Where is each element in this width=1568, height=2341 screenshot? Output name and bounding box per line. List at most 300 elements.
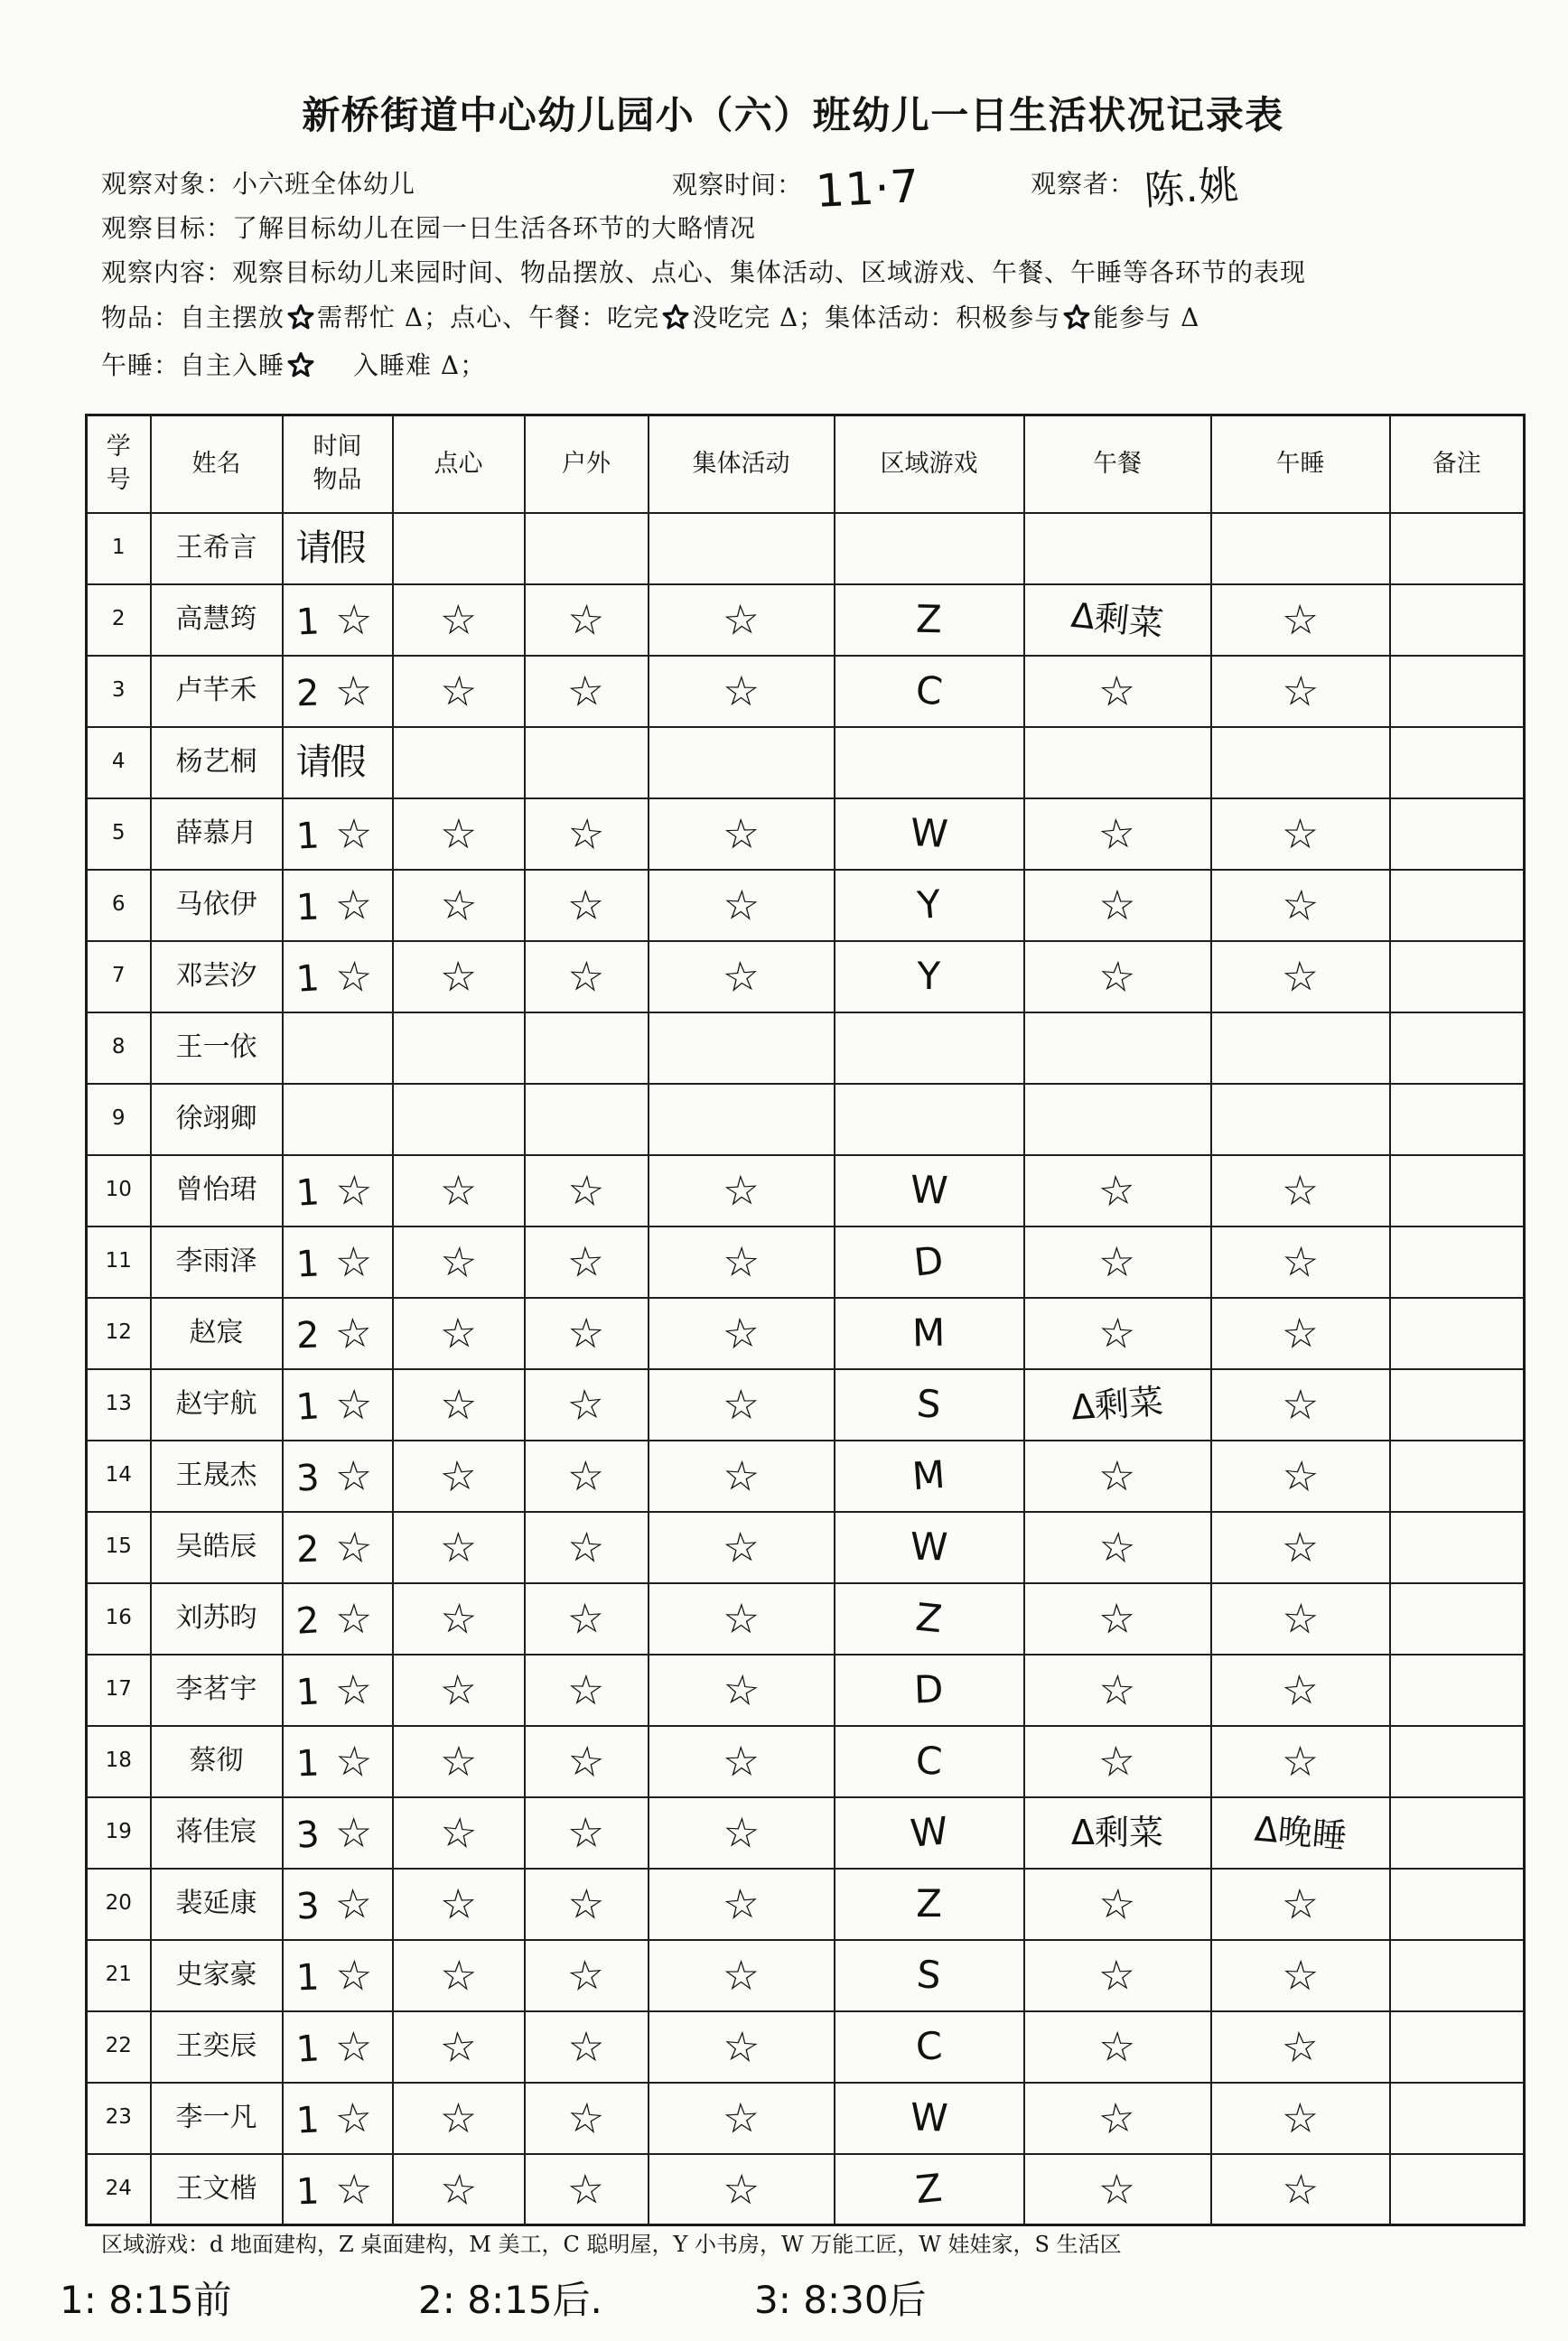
arrival-items-cell: [283, 1298, 393, 1369]
nap-mark: ☆: [1281, 1379, 1320, 1430]
nap-mark: ☆: [1281, 1737, 1320, 1786]
table-row: [87, 2011, 1525, 2083]
table-row: [87, 584, 1525, 656]
area-game-cell: [835, 1298, 1024, 1369]
area-mark: C: [914, 2023, 944, 2069]
lunch-cell: [1024, 1012, 1211, 1084]
remark-cell: [1390, 1441, 1525, 1512]
lunch-mark: ☆: [1097, 807, 1138, 860]
area-game-cell: [835, 2083, 1024, 2154]
student-number-cell: 8: [87, 1012, 151, 1084]
area-game-legend: 区域游戏：d 地面建构，Z 桌面建构，M 美工，C 聪明屋，Y 小书房，W 万能工匠，W 娃娃家，S 生活区: [101, 2232, 1122, 2257]
arrival-time-code: 1: [294, 1243, 321, 1286]
group-activity-cell: [649, 1441, 835, 1512]
outdoor-cell: [525, 1512, 649, 1583]
area-game-cell: [835, 1441, 1024, 1512]
snack-cell: [393, 1298, 525, 1369]
nap-mark: ☆: [1280, 1236, 1321, 1288]
group-mark: ☆: [720, 950, 762, 1003]
outdoor-cell: [525, 1583, 649, 1655]
snack-mark: ☆: [439, 1166, 478, 1215]
arrival-items-cell: [283, 727, 393, 798]
nap-cell: [1211, 1226, 1390, 1298]
snack-cell: [393, 2011, 525, 2083]
group-mark: ☆: [720, 1663, 762, 1717]
lunch-cell: [1024, 584, 1211, 656]
student-name-cell: 李雨泽: [151, 1226, 283, 1298]
group-activity-cell: [649, 2083, 835, 2154]
header-group-activity: [649, 415, 835, 513]
lunch-mark: ☆: [1097, 1236, 1137, 1287]
area-mark: D: [911, 1237, 947, 1285]
group-activity-cell: [649, 584, 835, 656]
snack-mark: ☆: [437, 878, 480, 932]
student-name-cell: 赵宇航: [151, 1369, 283, 1441]
area-game-cell: [835, 2154, 1024, 2225]
group-mark: ☆: [721, 1806, 761, 1859]
nap-mark: ☆: [1280, 1592, 1321, 1645]
lunch-mark: ☆: [1097, 1593, 1137, 1644]
remark-cell: [1390, 1655, 1525, 1726]
nap-mark: ☆: [1281, 1165, 1320, 1216]
arrival-time-code: 1: [294, 2099, 321, 2142]
group-activity-cell: [649, 1512, 835, 1583]
group-activity-cell: [649, 2154, 835, 2225]
legend-text: 午睡：自主入睡: [101, 350, 285, 380]
student-name-cell: 王一依: [151, 1012, 283, 1084]
legend-text: 入睡难 Δ；: [353, 350, 487, 380]
area-game-cell: [835, 1012, 1024, 1084]
student-number-cell: 6: [87, 870, 151, 941]
outdoor-mark: ☆: [565, 2163, 607, 2215]
lunch-mark: Δ剩菜: [1071, 1813, 1163, 1852]
arrival-items-cell: [283, 2011, 393, 2083]
group-activity-cell: [649, 1797, 835, 1869]
area-mark: W: [909, 1167, 949, 1213]
table-row: [87, 2083, 1525, 2154]
header-snack: [393, 415, 525, 513]
snack-cell: [393, 798, 525, 870]
snack-cell: [393, 513, 525, 584]
table-row: [87, 1583, 1525, 1655]
nap-mark: ☆: [1279, 1664, 1321, 1716]
student-number-cell: 13: [87, 1369, 151, 1441]
arrival-items-cell: [283, 1226, 393, 1298]
arrival-time-code: 1: [294, 1956, 320, 2000]
outdoor-mark: ☆: [565, 1164, 607, 1217]
snack-cell: [393, 1441, 525, 1512]
observation-subject: 观察对象：小六班全体幼儿: [101, 169, 416, 199]
snack-cell: [393, 1655, 525, 1726]
lunch-cell: [1024, 513, 1211, 584]
group-activity-cell: [649, 1084, 835, 1155]
nap-mark: ☆: [1280, 2163, 1321, 2215]
group-activity-cell: [649, 1655, 835, 1726]
lunch-cell: [1024, 1512, 1211, 1583]
lunch-cell: [1024, 727, 1211, 798]
table-row: [87, 941, 1525, 1012]
snack-cell: [393, 1869, 525, 1940]
outdoor-mark: ☆: [566, 1308, 606, 1358]
area-game-cell: [835, 2011, 1024, 2083]
outdoor-mark: ☆: [565, 593, 607, 646]
snack-cell: [393, 584, 525, 656]
snack-mark: ☆: [438, 1592, 479, 1645]
student-name-cell: 蔡彻: [151, 1726, 283, 1797]
group-activity-cell: [649, 1726, 835, 1797]
group-mark: ☆: [721, 1521, 761, 1573]
arrival-items-cell: [283, 2083, 393, 2154]
student-number-cell: 24: [87, 2154, 151, 2225]
area-mark: Z: [913, 2165, 945, 2213]
lunch-cell: [1024, 1369, 1211, 1441]
items-mark: ☆: [333, 950, 375, 1003]
remark-cell: [1390, 1298, 1525, 1369]
group-activity-cell: [649, 1012, 835, 1084]
student-number-cell: 19: [87, 1797, 151, 1869]
outdoor-mark: ☆: [567, 2022, 605, 2071]
remark-cell: [1390, 1369, 1525, 1441]
table-row: [87, 870, 1525, 941]
area-mark: M: [910, 1451, 947, 1499]
outdoor-cell: [525, 2154, 649, 2225]
outdoor-cell: [525, 727, 649, 798]
lunch-mark: Δ剩菜: [1069, 1381, 1165, 1428]
area-game-cell: [835, 1226, 1024, 1298]
student-number-cell: 23: [87, 2083, 151, 2154]
lunch-mark: ☆: [1097, 666, 1137, 716]
nap-cell: [1211, 1441, 1390, 1512]
table-row: [87, 1084, 1525, 1155]
header-label: 午睡: [1275, 449, 1325, 478]
student-name-cell: 蒋佳宸: [151, 1797, 283, 1869]
nap-mark: ☆: [1281, 809, 1320, 858]
lunch-mark: ☆: [1097, 1307, 1138, 1359]
snack-mark: ☆: [439, 2094, 478, 2142]
arrival-time-code: 1: [294, 1671, 321, 1714]
group-mark: ☆: [721, 2164, 761, 2215]
lunch-cell: [1024, 1298, 1211, 1369]
nap-cell: [1211, 656, 1390, 727]
observation-time: [672, 160, 921, 218]
outdoor-mark: ☆: [565, 1521, 607, 1573]
group-mark: ☆: [721, 2092, 761, 2144]
header-remark: [1390, 415, 1525, 513]
nap-cell: [1211, 1369, 1390, 1441]
lunch-mark: ☆: [1097, 2021, 1137, 2072]
area-game-cell: [835, 798, 1024, 870]
lunch-mark: ☆: [1097, 2164, 1137, 2215]
table-body: [87, 513, 1525, 2225]
area-mark: D: [913, 1666, 945, 1712]
student-name-cell: 卢芊禾: [151, 656, 283, 727]
arrival-time-code: 1: [294, 601, 321, 644]
outdoor-mark: ☆: [565, 950, 607, 1003]
area-mark: W: [910, 1524, 948, 1570]
group-mark: ☆: [722, 1379, 761, 1430]
lunch-cell: [1024, 1441, 1211, 1512]
outdoor-cell: [525, 2011, 649, 2083]
snack-cell: [393, 1084, 525, 1155]
outdoor-mark: ☆: [566, 1450, 606, 1501]
lunch-cell: [1024, 1869, 1211, 1940]
student-number-cell: 3: [87, 656, 151, 727]
star-icon: [662, 303, 689, 331]
table-row: [87, 513, 1525, 584]
student-name-cell: 吴皓辰: [151, 1512, 283, 1583]
lunch-cell: [1024, 1084, 1211, 1155]
nap-mark: ☆: [1280, 665, 1321, 717]
table-row: [87, 1940, 1525, 2011]
nap-cell: [1211, 1797, 1390, 1869]
student-number-cell: 20: [87, 1869, 151, 1940]
outdoor-cell: [525, 1797, 649, 1869]
area-game-cell: [835, 1155, 1024, 1226]
table-row: [87, 1512, 1525, 1583]
outdoor-cell: [525, 798, 649, 870]
remark-cell: [1390, 1012, 1525, 1084]
lunch-mark: ☆: [1096, 1520, 1139, 1574]
group-mark: ☆: [721, 1450, 761, 1502]
nap-cell: [1211, 1512, 1390, 1583]
student-name-cell: 刘苏昀: [151, 1583, 283, 1655]
snack-cell: [393, 941, 525, 1012]
lunch-cell: [1024, 1583, 1211, 1655]
nap-cell: [1211, 2083, 1390, 2154]
remark-cell: [1390, 1512, 1525, 1583]
area-mark: S: [915, 1951, 943, 1999]
student-name-cell: 王希言: [151, 513, 283, 584]
snack-mark: ☆: [438, 665, 479, 717]
snack-cell: [393, 1940, 525, 2011]
arrival-time-code: 3: [294, 1885, 321, 1928]
group-mark: ☆: [720, 2020, 762, 2073]
snack-cell: [393, 1583, 525, 1655]
snack-mark: ☆: [439, 808, 478, 859]
snack-mark: ☆: [439, 1522, 478, 1572]
lunch-mark: ☆: [1096, 1163, 1139, 1217]
student-name-cell: 王奕辰: [151, 2011, 283, 2083]
outdoor-cell: [525, 1655, 649, 1726]
group-mark: ☆: [720, 1306, 762, 1360]
legend-line-nap: [101, 348, 486, 384]
snack-mark: ☆: [437, 1236, 480, 1288]
group-activity-cell: [649, 513, 835, 584]
group-mark: ☆: [721, 1164, 761, 1217]
lunch-cell: [1024, 870, 1211, 941]
lunch-mark: ☆: [1097, 1450, 1137, 1501]
nap-mark: Δ晚睡: [1252, 1808, 1349, 1857]
outdoor-mark: ☆: [565, 807, 608, 861]
student-name-cell: 杨艺桐: [151, 727, 283, 798]
group-mark: ☆: [721, 879, 761, 931]
arrival-items-cell: [283, 1369, 393, 1441]
lunch-cell: [1024, 1226, 1211, 1298]
header-nap: [1211, 415, 1390, 513]
group-activity-cell: [649, 1940, 835, 2011]
student-name-cell: 曾怡珺: [151, 1155, 283, 1226]
arrival-time-code: 2: [294, 1314, 320, 1357]
lunch-cell: [1024, 1797, 1211, 1869]
snack-mark: ☆: [438, 1379, 479, 1430]
area-game-cell: [835, 1655, 1024, 1726]
lunch-mark: ☆: [1097, 1735, 1138, 1787]
student-number-cell: 2: [87, 584, 151, 656]
lunch-cell: [1024, 798, 1211, 870]
outdoor-cell: [525, 1298, 649, 1369]
table-row: [87, 2154, 1525, 2225]
nap-cell: [1211, 1726, 1390, 1797]
items-mark: ☆: [333, 1664, 374, 1716]
arrival-time-code: 2: [294, 1528, 320, 1572]
nap-cell: [1211, 798, 1390, 870]
area-game-cell: [835, 941, 1024, 1012]
outdoor-mark: ☆: [565, 665, 607, 717]
student-number-cell: 15: [87, 1512, 151, 1583]
nap-mark: ☆: [1280, 1307, 1321, 1359]
outdoor-cell: [525, 1084, 649, 1155]
remark-cell: [1390, 2083, 1525, 2154]
arrival-items-cell: [283, 513, 393, 584]
outdoor-mark: ☆: [565, 1878, 607, 1930]
outdoor-cell: [525, 656, 649, 727]
nap-mark: ☆: [1280, 1878, 1321, 1930]
student-number-cell: 22: [87, 2011, 151, 2083]
nap-cell: [1211, 1940, 1390, 2011]
header-outdoor: [525, 415, 649, 513]
lunch-cell: [1024, 941, 1211, 1012]
arrival-items-cell: [283, 1797, 393, 1869]
items-mark: ☆: [332, 1521, 375, 1573]
nap-mark: ☆: [1280, 1522, 1321, 1572]
arrival-items-cell: [283, 1084, 393, 1155]
items-mark: ☆: [334, 1593, 373, 1644]
snack-cell: [393, 1155, 525, 1226]
area-game-cell: [835, 1084, 1024, 1155]
student-name-cell: 赵宸: [151, 1298, 283, 1369]
arrival-items-cell: [283, 1155, 393, 1226]
group-mark: ☆: [721, 1236, 761, 1287]
remark-cell: [1390, 1155, 1525, 1226]
group-mark: ☆: [721, 593, 761, 646]
snack-mark: ☆: [439, 594, 478, 645]
outdoor-mark: ☆: [565, 1949, 607, 2001]
header-label: 时间物品: [313, 433, 362, 494]
header-label: 集体活动: [692, 449, 790, 478]
nap-cell: [1211, 2011, 1390, 2083]
arrival-time-code: 3: [294, 1814, 321, 1857]
legend-text: 物品：自主摆放: [101, 303, 285, 332]
outdoor-cell: [525, 2083, 649, 2154]
area-mark: Z: [913, 1594, 945, 1642]
area-mark: C: [914, 1738, 944, 1784]
outdoor-cell: [525, 1012, 649, 1084]
table-row: [87, 1441, 1525, 1512]
student-name-cell: 高慧筠: [151, 584, 283, 656]
arrival-items-cell: [283, 1012, 393, 1084]
nap-mark: ☆: [1279, 2019, 1321, 2074]
remark-cell: [1390, 870, 1525, 941]
table-row: [87, 1012, 1525, 1084]
student-number-cell: 9: [87, 1084, 151, 1155]
snack-cell: [393, 1012, 525, 1084]
snack-mark: ☆: [439, 1736, 478, 1786]
snack-cell: [393, 870, 525, 941]
snack-cell: [393, 1369, 525, 1441]
area-mark: Z: [915, 596, 943, 642]
items-mark: ☆: [334, 2164, 374, 2215]
group-activity-cell: [649, 656, 835, 727]
observer-value: 陈.姚: [1143, 162, 1241, 215]
outdoor-mark: ☆: [565, 1377, 608, 1432]
group-mark: ☆: [722, 666, 761, 716]
group-activity-cell: [649, 941, 835, 1012]
snack-cell: [393, 2083, 525, 2154]
arrival-items-cell: [283, 870, 393, 941]
group-mark: ☆: [722, 1951, 761, 2000]
nap-cell: [1211, 1155, 1390, 1226]
lunch-cell: [1024, 1940, 1211, 2011]
remark-cell: [1390, 1583, 1525, 1655]
outdoor-mark: ☆: [566, 1807, 606, 1858]
group-activity-cell: [649, 1155, 835, 1226]
area-mark: S: [915, 1381, 943, 1427]
arrival-time-code: 1: [294, 1171, 321, 1215]
outdoor-mark: ☆: [566, 880, 606, 930]
legend-text: 需帮忙 Δ；点心、午餐：吃完: [317, 303, 660, 332]
student-number-cell: 14: [87, 1441, 151, 1512]
nap-cell: [1211, 584, 1390, 656]
lunch-cell: [1024, 1726, 1211, 1797]
items-mark: ☆: [334, 666, 374, 716]
nap-cell: [1211, 513, 1390, 584]
arrival-time-code: 2: [294, 672, 320, 715]
lunch-cell: [1024, 656, 1211, 727]
student-name-cell: 史家豪: [151, 1940, 283, 2011]
student-name-cell: 李茗宇: [151, 1655, 283, 1726]
items-mark: ☆: [334, 594, 374, 645]
snack-mark: ☆: [438, 951, 479, 1002]
nap-cell: [1211, 1084, 1390, 1155]
outdoor-cell: [525, 1155, 649, 1226]
arrival-items-cell: [283, 1869, 393, 1940]
snack-cell: [393, 656, 525, 727]
table-row: [87, 1655, 1525, 1726]
observation-time-value: 11·7: [814, 160, 921, 218]
student-name-cell: 邓芸汐: [151, 941, 283, 1012]
items-mark: ☆: [333, 1735, 375, 1787]
outdoor-cell: [525, 1369, 649, 1441]
nap-mark: ☆: [1280, 950, 1321, 1003]
items-mark: ☆: [333, 1164, 374, 1217]
items-mark: ☆: [333, 1949, 374, 2001]
arrival-time-code: 1: [294, 1385, 321, 1429]
arrival-items-cell: [283, 1655, 393, 1726]
table-row: [87, 1869, 1525, 1940]
student-number-cell: 10: [87, 1155, 151, 1226]
snack-mark: ☆: [437, 1449, 480, 1503]
outdoor-cell: [525, 1869, 649, 1940]
group-activity-cell: [649, 1298, 835, 1369]
items-mark: ☆: [333, 1878, 375, 1930]
table-row: [87, 1369, 1525, 1441]
group-activity-cell: [649, 1369, 835, 1441]
area-game-cell: [835, 1583, 1024, 1655]
snack-cell: [393, 1726, 525, 1797]
star-icon: [1063, 303, 1090, 331]
outdoor-cell: [525, 513, 649, 584]
table-row: [87, 1726, 1525, 1797]
